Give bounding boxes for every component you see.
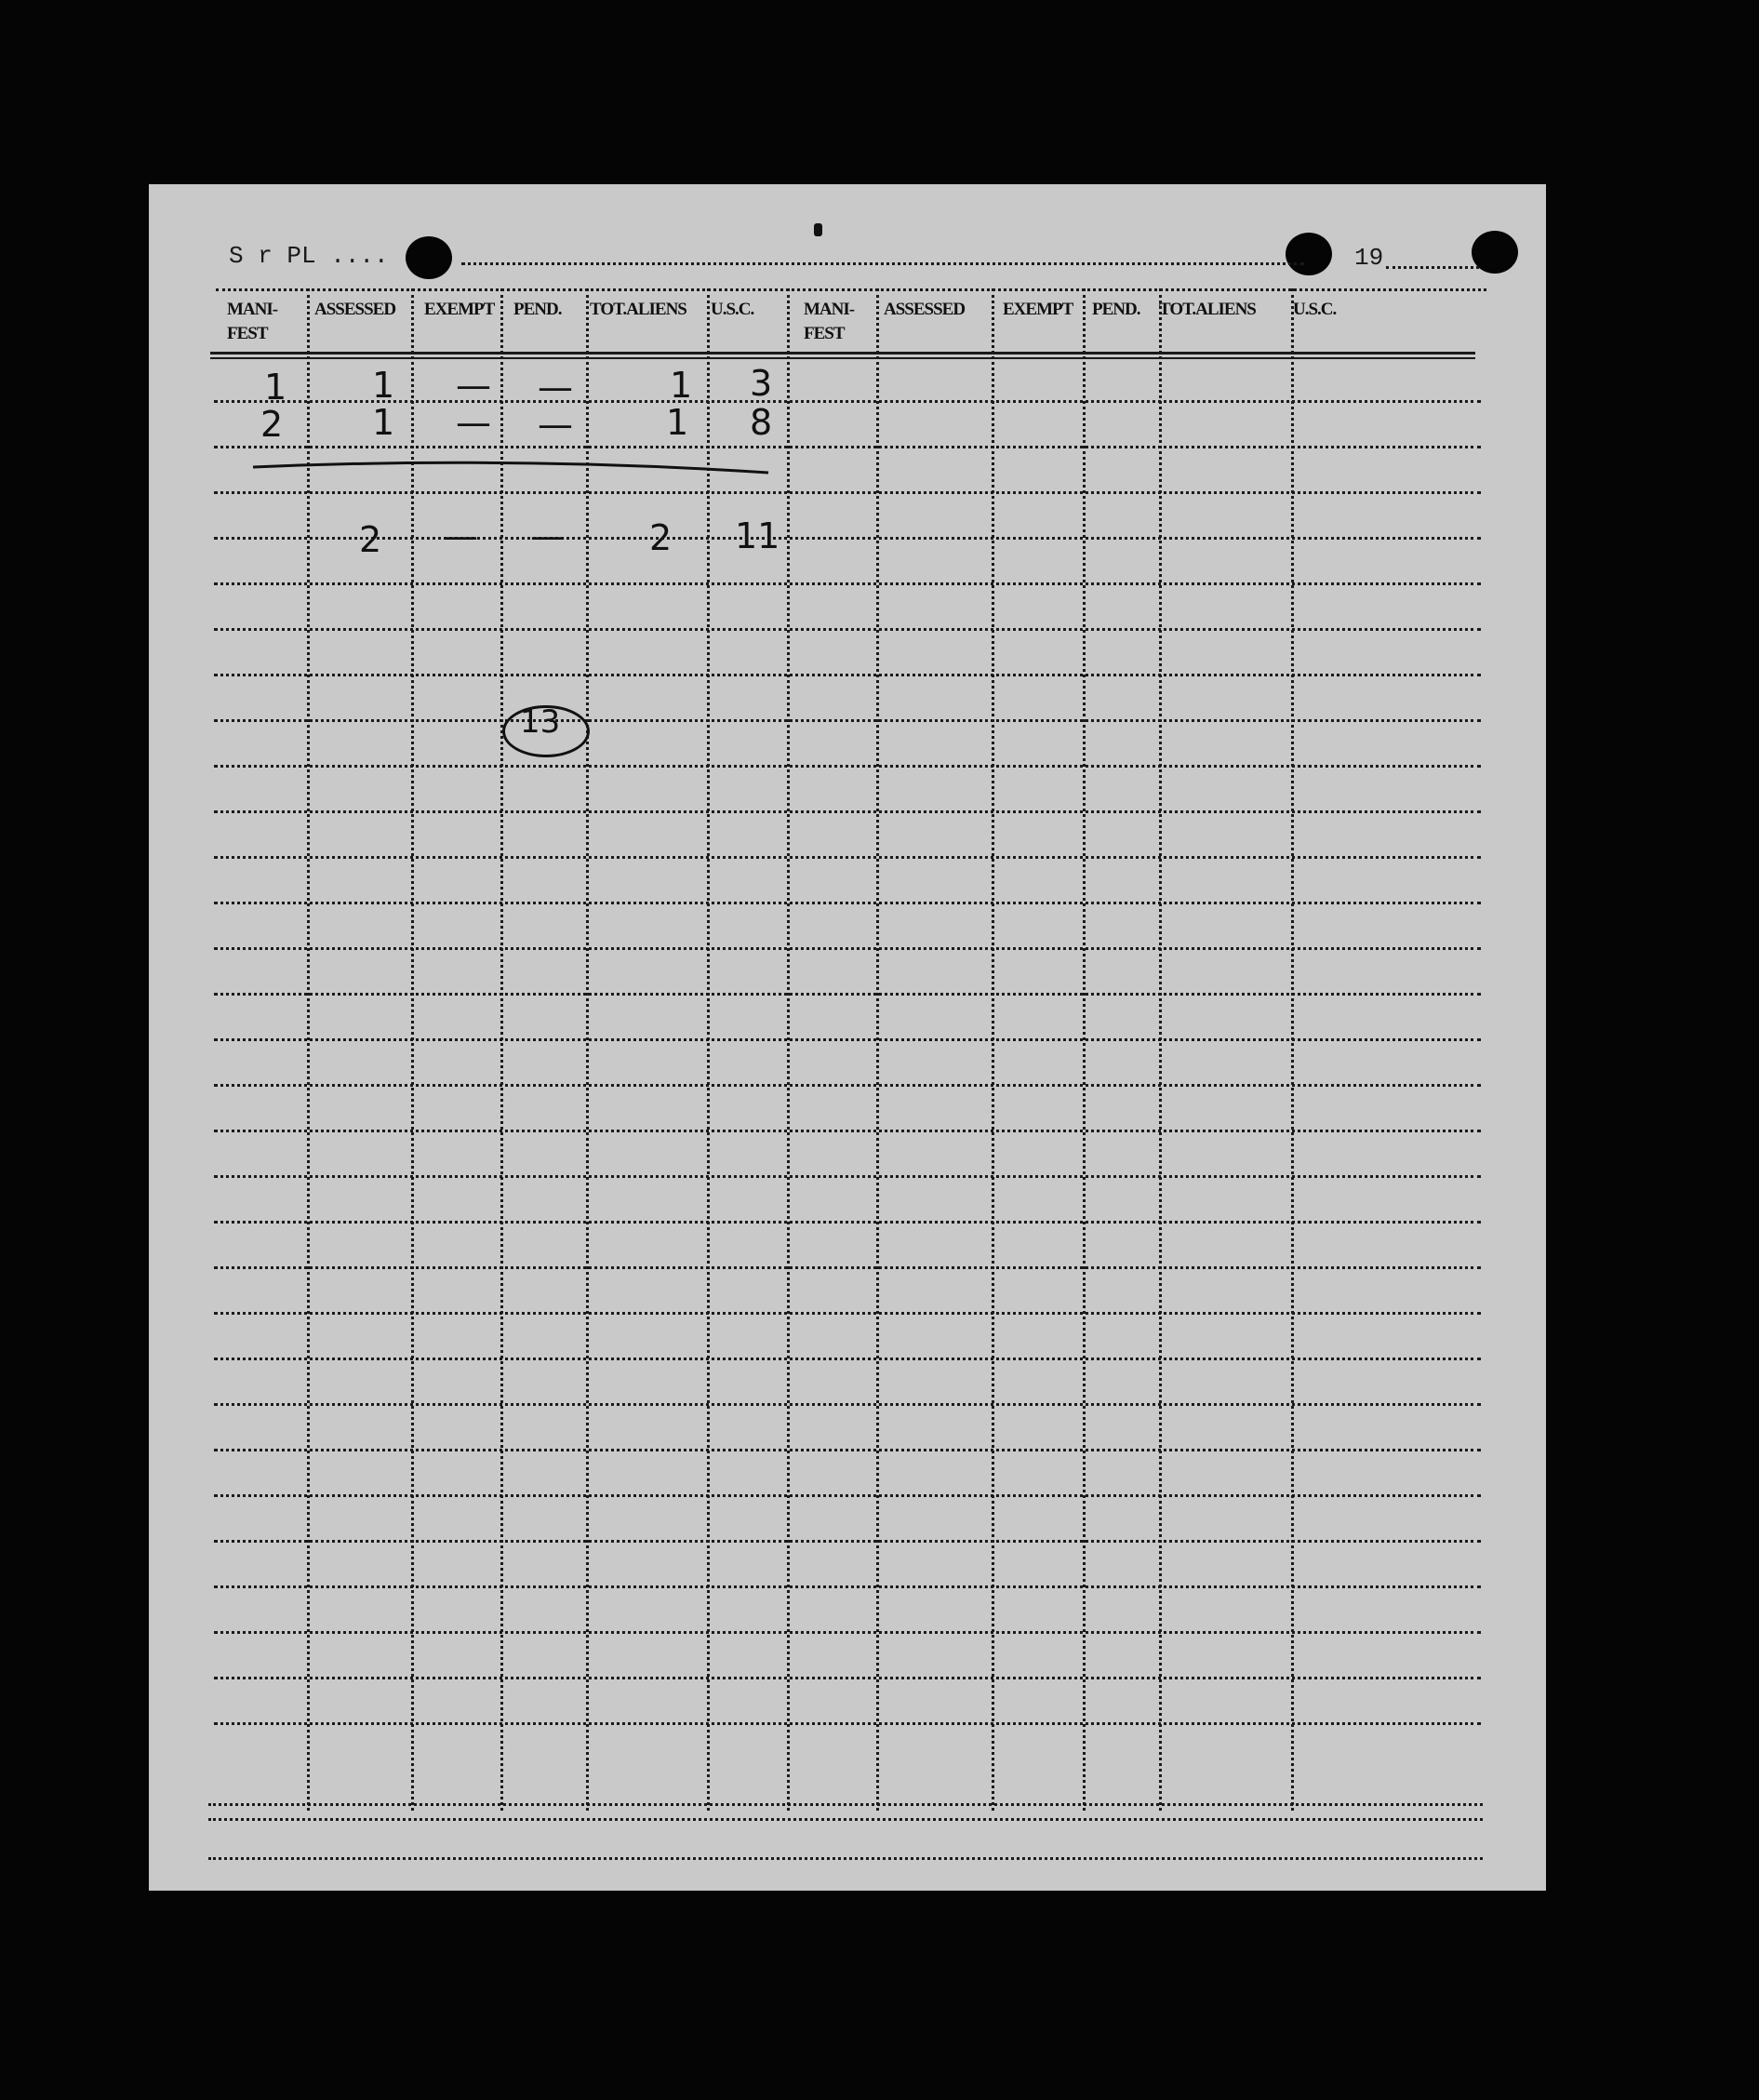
row-line bbox=[214, 993, 1481, 996]
row-line bbox=[214, 810, 1481, 813]
row-line bbox=[214, 765, 1481, 768]
entry-usc: 3 bbox=[750, 363, 773, 404]
total-exempt: — bbox=[443, 515, 478, 556]
entry-assessed: 1 bbox=[372, 365, 395, 406]
row-line bbox=[214, 1038, 1481, 1041]
row-line bbox=[214, 1540, 1481, 1543]
row-line bbox=[214, 1631, 1481, 1634]
col-header-exempt-2: EXEMPT bbox=[1003, 300, 1073, 319]
entry-tot-aliens: 1 bbox=[670, 365, 693, 406]
column-divider bbox=[707, 288, 710, 1811]
row-line bbox=[214, 1084, 1481, 1087]
row-line bbox=[214, 1130, 1481, 1132]
total-pend: — bbox=[530, 515, 566, 556]
circled-total: 13 bbox=[520, 703, 561, 741]
row-line bbox=[214, 446, 1481, 448]
row-line bbox=[214, 947, 1481, 950]
entry-tot-aliens: 1 bbox=[666, 402, 689, 443]
entry-exempt: — bbox=[456, 365, 491, 406]
row-line bbox=[214, 537, 1481, 540]
bottom-rule bbox=[208, 1803, 1483, 1806]
row-line bbox=[214, 1449, 1481, 1451]
row-line bbox=[214, 1403, 1481, 1406]
col-header-tot-aliens-2: TOT.ALIENS bbox=[1159, 300, 1256, 319]
entry-manifest: 2 bbox=[260, 404, 284, 445]
column-divider bbox=[500, 288, 503, 1811]
top-border-line bbox=[216, 288, 1486, 291]
entry-exempt: — bbox=[456, 402, 491, 443]
col-header-pend: PEND. bbox=[513, 300, 562, 319]
entry-pend: — bbox=[538, 404, 573, 445]
row-line bbox=[214, 674, 1481, 676]
row-line bbox=[214, 1175, 1481, 1178]
col-header-assessed: ASSESSED bbox=[314, 300, 396, 319]
punch-hole bbox=[1286, 233, 1332, 275]
col-header-usc: U.S.C. bbox=[711, 300, 754, 319]
total-tot-aliens: 2 bbox=[649, 517, 673, 558]
row-line bbox=[214, 1677, 1481, 1679]
entry-manifest: 1 bbox=[264, 367, 287, 408]
year-label: 19 bbox=[1354, 244, 1384, 272]
column-divider bbox=[787, 288, 790, 1811]
row-line bbox=[214, 400, 1481, 403]
form-sheet bbox=[149, 184, 1546, 1891]
column-divider bbox=[992, 288, 994, 1811]
bottom-rule bbox=[208, 1818, 1483, 1821]
col-header-assessed-2: ASSESSED bbox=[884, 300, 966, 319]
row-line bbox=[214, 1266, 1481, 1269]
row-line bbox=[214, 491, 1481, 494]
col-header-manifest-2: MANI- FEST bbox=[804, 300, 855, 343]
station-label: S r PL .... bbox=[229, 242, 389, 270]
col-header-pend-2: PEND. bbox=[1092, 300, 1140, 319]
entry-assessed: 1 bbox=[372, 402, 395, 443]
col-header-usc-2: U.S.C. bbox=[1293, 300, 1337, 319]
row-line bbox=[214, 902, 1481, 904]
col-header-exempt: EXEMPT bbox=[424, 300, 495, 319]
column-divider bbox=[1083, 288, 1086, 1811]
column-divider bbox=[876, 288, 879, 1811]
row-line bbox=[214, 1722, 1481, 1725]
year-dotted-line bbox=[1386, 266, 1479, 269]
punch-hole bbox=[406, 236, 452, 279]
column-divider bbox=[411, 288, 414, 1811]
row-line bbox=[214, 719, 1481, 722]
col-header-manifest: MANI- FEST bbox=[227, 300, 278, 343]
ink-mark bbox=[814, 223, 822, 236]
bottom-rule bbox=[208, 1857, 1483, 1860]
entry-usc: 8 bbox=[750, 402, 773, 443]
row-line bbox=[214, 1358, 1481, 1360]
row-line bbox=[214, 1312, 1481, 1315]
row-line bbox=[214, 1494, 1481, 1497]
header-dotted-line bbox=[461, 262, 1304, 265]
entry-pend: — bbox=[538, 367, 573, 408]
row-line bbox=[214, 628, 1481, 631]
row-line bbox=[214, 582, 1481, 585]
row-line bbox=[214, 1585, 1481, 1588]
column-divider bbox=[307, 288, 310, 1811]
col-header-tot-aliens: TOT.ALIENS bbox=[590, 300, 686, 319]
row-line bbox=[214, 856, 1481, 859]
row-line bbox=[214, 1221, 1481, 1224]
column-divider bbox=[586, 288, 589, 1811]
header-rule bbox=[210, 352, 1475, 354]
total-usc: 11 bbox=[735, 515, 780, 556]
column-divider bbox=[1291, 288, 1294, 1811]
header-rule bbox=[210, 357, 1475, 359]
column-divider bbox=[1159, 288, 1162, 1811]
total-underline bbox=[251, 454, 772, 482]
total-assessed: 2 bbox=[359, 519, 382, 560]
